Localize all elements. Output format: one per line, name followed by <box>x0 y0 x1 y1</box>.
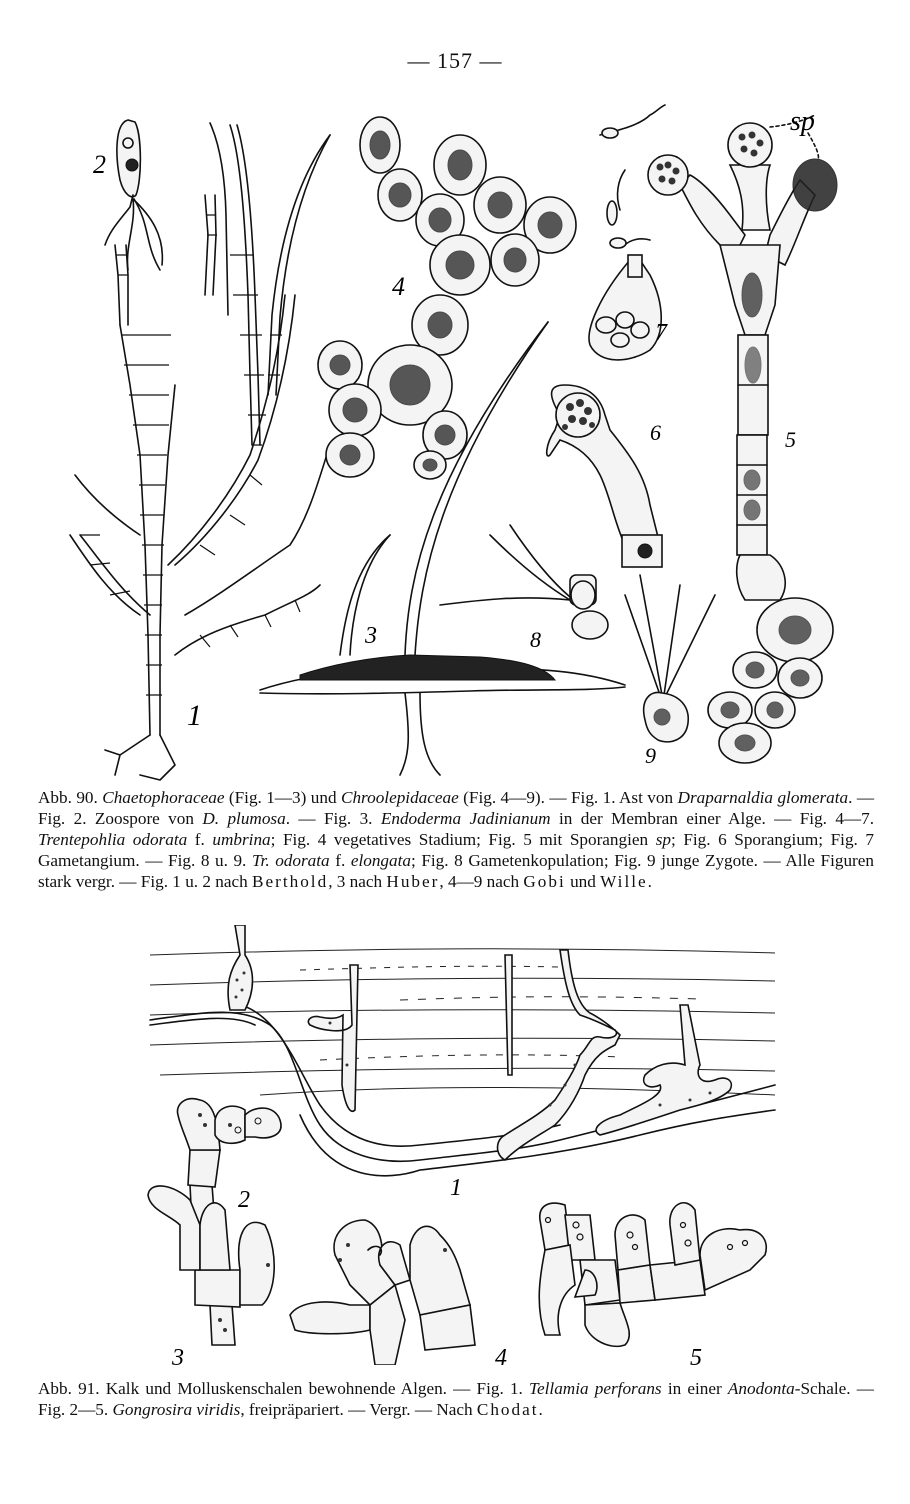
fig90-label-2: 2 <box>93 150 106 179</box>
caption-90-species-3: Endoderma Jadinianum <box>380 809 551 828</box>
fig90-label-8: 8 <box>530 627 541 652</box>
fig90-label-3: 3 <box>365 623 377 649</box>
caption-90-text-6: f. <box>187 830 213 849</box>
fig6-sporangium <box>547 385 662 567</box>
figure-90-illustration <box>0 95 910 785</box>
caption-90-species-1: Draparnaldia glomerata <box>677 788 849 807</box>
caption-91-text-2: -Schale. — Fig. 2—5. <box>38 1379 874 1419</box>
fig90-label-1: 1 <box>187 699 202 732</box>
fig91-fig5-cells <box>539 1203 766 1347</box>
caption-90-author-3: Gobi <box>523 872 566 891</box>
caption-91-species-1: Tellamia perforans <box>529 1379 662 1398</box>
caption-90-species-4: Trentepohlia odorata <box>38 830 188 849</box>
caption-90-text-2: (Fig. 4—9). — Fig. 1. Ast von <box>458 788 678 807</box>
page-number: — 157 — <box>407 48 503 73</box>
fig90-label-6: 6 <box>650 420 661 445</box>
fig4-vegetative-cells <box>318 117 576 479</box>
caption-90-family-1: Chaetophoraceae <box>102 788 225 807</box>
fig90-label-4: 4 <box>392 272 405 301</box>
caption-90-text-3: . — Fig. 2. Zoospore von <box>38 788 875 828</box>
caption-90-species-2: D. plumosa <box>202 809 286 828</box>
caption-90-species-7: Tr. odorata <box>251 851 330 870</box>
caption-90-author-2: Huber <box>386 872 440 891</box>
caption-90-text-4: . — Fig. 3. <box>285 809 381 828</box>
caption-90-family-2: Chroolepidaceae <box>341 788 459 807</box>
fig91-label-3: 3 <box>172 1345 184 1365</box>
caption-91-author-1: Chodat <box>476 1400 539 1419</box>
fig1-cell-walls <box>80 215 300 695</box>
fig91-label-5: 5 <box>690 1345 702 1365</box>
caption-90-text-1: (Fig. 1—3) und <box>224 788 341 807</box>
fig91-fig3-cells <box>148 1186 274 1345</box>
fig9-young-zygote <box>625 575 715 742</box>
caption-90-species-5: umbrina <box>212 830 271 849</box>
caption-90-text-8: ; Fig. 6 Sporangium; Fig. 7 Gametangium. — Fig. 8 u. 9. <box>38 830 874 870</box>
caption-90-text-11: , 3 nach <box>328 872 387 891</box>
caption-90-species-8: elongata <box>350 851 411 870</box>
caption-90-text-7: ; Fig. 4 vegetatives Stadium; Fig. 5 mit Sporangien <box>270 830 656 849</box>
fig90-label-sp: sp <box>790 106 815 137</box>
caption-90-text-12: , 4—9 nach <box>439 872 524 891</box>
fig5-filament-with-sporangia <box>648 115 837 763</box>
caption-90-text-5: in der Membran einer Alge. — Fig. 4—7. <box>550 809 875 828</box>
figure-91-illustration <box>0 925 910 1365</box>
figure-91-caption <box>38 1378 874 1420</box>
caption-90-lead: Abb. 90. <box>38 788 103 807</box>
caption-90-author-4: Wille <box>600 872 648 891</box>
caption-90-text-10: ; Fig. 8 Gametenkopulation; Fig. 9 junge Zygote. — Alle Figuren stark vergr. — Fig. 1 u. 2 nach <box>38 851 874 891</box>
fig8-gamete-copulation <box>440 525 608 639</box>
caption-90-text-13: und <box>565 872 601 891</box>
fig7-gametangium <box>589 105 665 360</box>
fig91-fig4-cells <box>290 1220 475 1365</box>
caption-91-lead: Abb. 91. Kalk und Molluskenschalen bewohnende Algen. — Fig. 1. <box>38 1379 530 1398</box>
caption-90-text-14: . <box>647 872 652 891</box>
fig90-label-9: 9 <box>645 743 656 768</box>
caption-90-species-6: sp <box>655 830 671 849</box>
fig91-label-2: 2 <box>238 1187 250 1213</box>
fig90-label-7: 7 <box>655 320 667 346</box>
caption-90-text-9: f. <box>329 851 351 870</box>
caption-91-species-3: Gongrosira viridis <box>112 1400 241 1419</box>
fig91-label-4: 4 <box>495 1345 507 1365</box>
caption-91-text-1: in einer <box>661 1379 728 1398</box>
caption-91-text-3: , freipräpariert. — Vergr. — Nach <box>240 1400 477 1419</box>
figure-90-caption <box>38 787 874 892</box>
caption-90-author-1: Berthold <box>252 872 329 891</box>
fig90-label-5: 5 <box>785 427 796 452</box>
caption-91-text-4: . <box>538 1400 543 1419</box>
fig2-zoospore <box>105 120 162 270</box>
caption-91-species-2: Anodonta <box>727 1379 795 1398</box>
fig91-label-1: 1 <box>450 1175 462 1201</box>
